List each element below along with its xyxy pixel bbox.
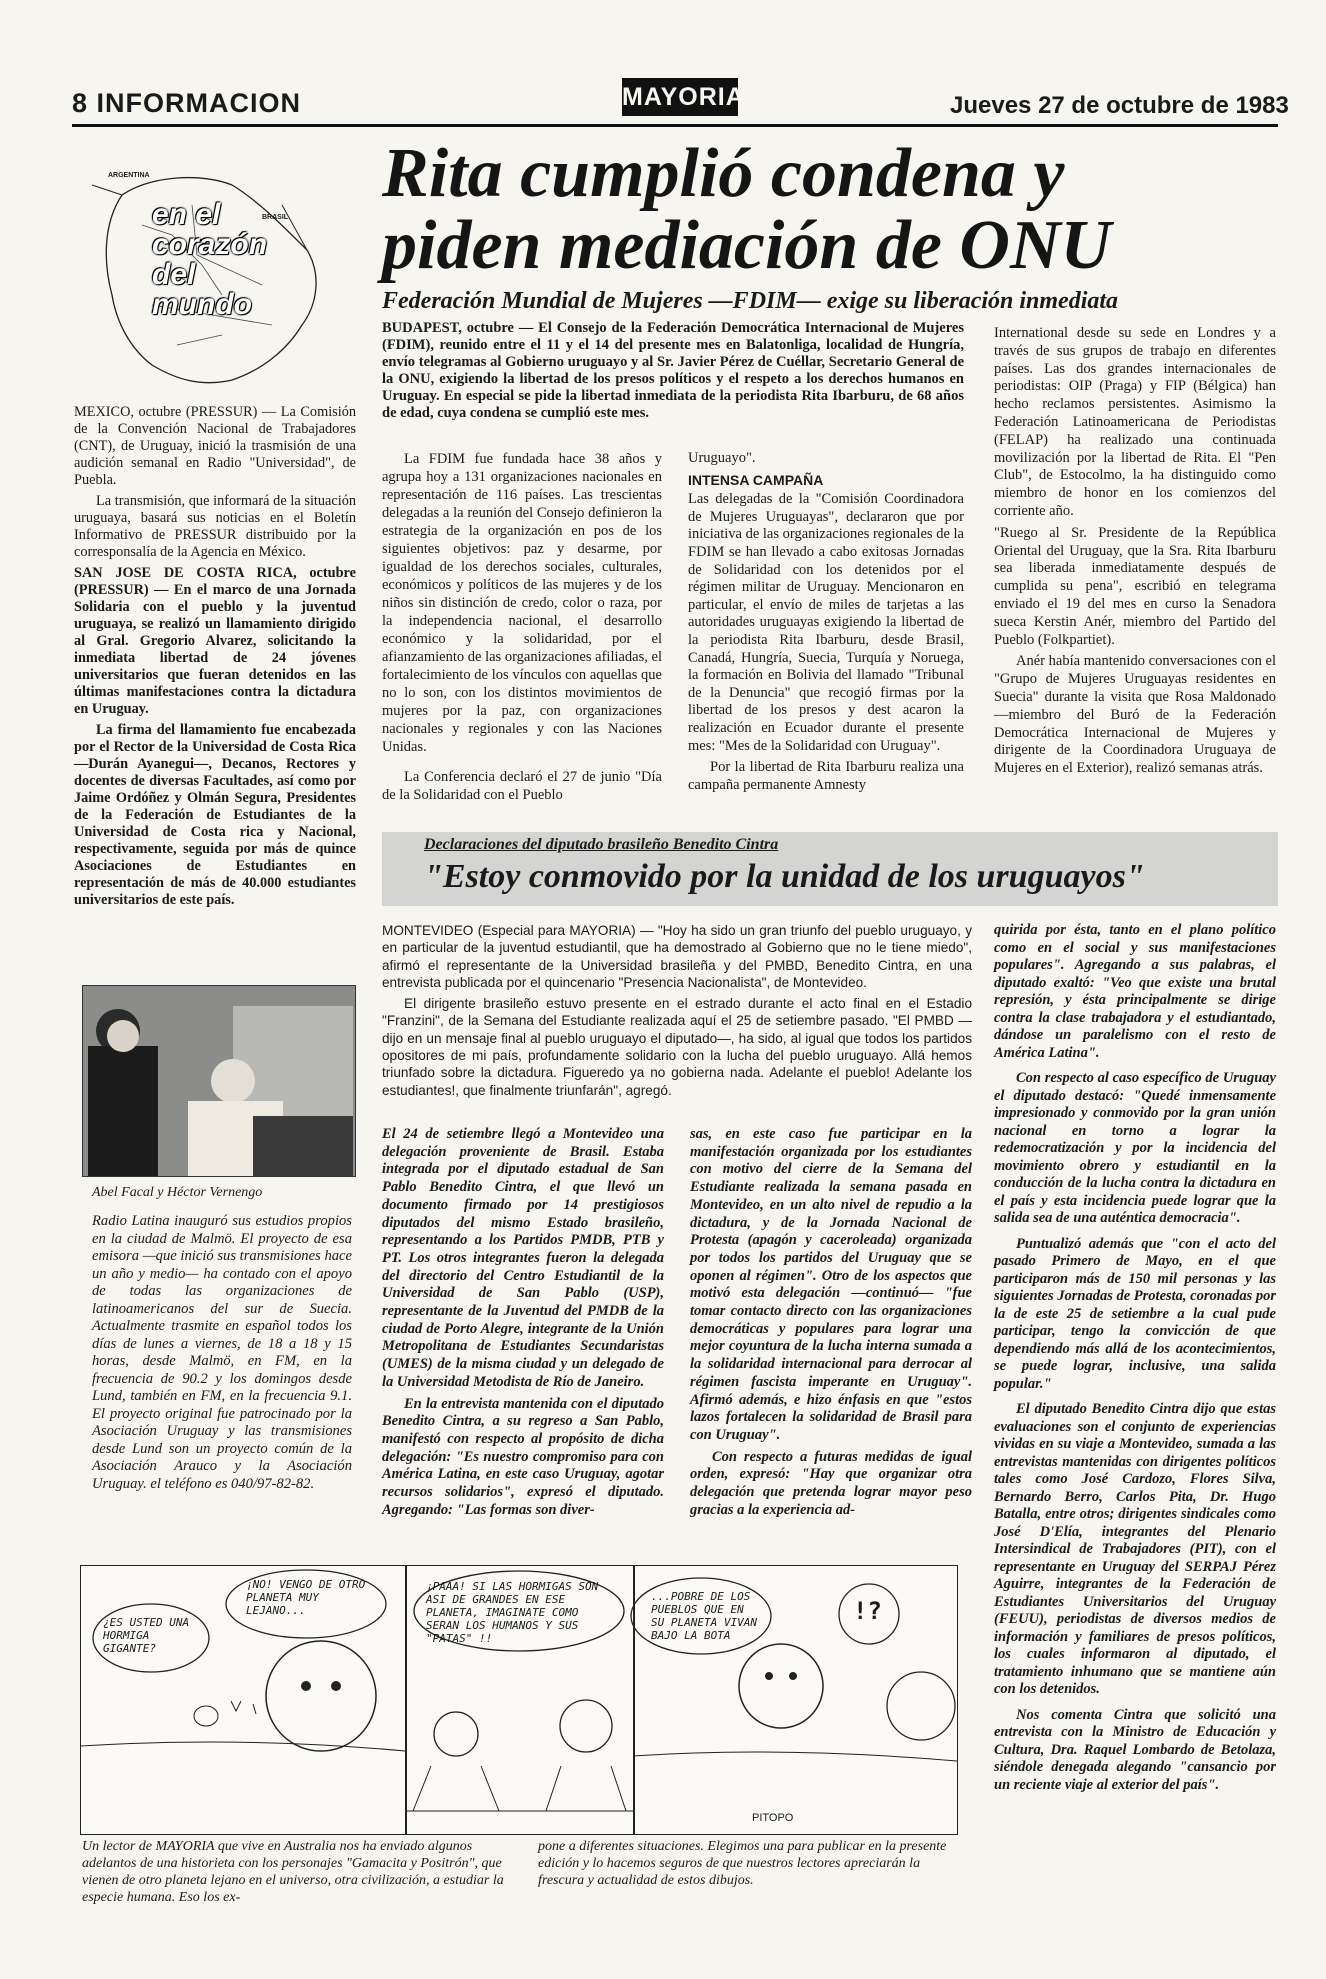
cintra-lead-p1: MONTEVIDEO (Especial para MAYORIA) — "Hoy ha sido un gran triunfo del pueblo uruguayo, y en particular de la juventud estudiantil, que ha demostrado al Gobierno que no le tiene miedo", afirmó el representante de la Universidad brasileña y del PMBD, Benedito Cintra, en una entrevista publicada por el quincenario "Presencia Nacionalista", de Montevideo. [382,923,972,990]
comic-bubble-4: ...POBRE DE LOS PUEBLOS QUE EN SU PLANETA VIVAN BAJO LA BOTA [651,1590,757,1642]
cintra-col1-p2: En la entrevista mantenida con el diputado Benedito Cintra, a su regreso a San Pablo, manifestó con respecto al propósito de dicha delegación: "Es nuestro compromiso para con América Latina, en este caso Uruguay, agotar recursos solidarios", expresó el diputado. Agregando: "Las formas son diver- [382,1395,664,1518]
fdim-paragraph: La FDIM fue fundada hace 38 años y agrupa hoy a 131 organizaciones nacionales en representación de 116 países. Las trescientas delegadas a la reunión del Consejo definieron la estrategia de la organización en pos de los siguientes objetivos: paz y desarme, por igualdad de los derechos sociales, culturales, económicos y políticos de las mujeres y de los niños sin distinción de credo, color o raza, por la independencia nacional, el desarrollo económico y la solidaridad, por el afianzamiento de las organizaciones afiliadas, el fortalecimiento de los vínculos con aquellas que no lo son, con los distintos movimientos de mujeres por la paz, con organizaciones nacionales y regionales y con las Naciones Unidas. [382,451,662,755]
comic-caption-left: Un lector de MAYORIA que vive en Australia nos ha enviado algunos adelantos de una historieta con los personajes "Gamacita y Positrón", que vienen de otro planeta lejano en el universo, otra civilización, a estudiar la especie humana. Eso los ex- [82,1839,504,1905]
cintra-col-1 [382,1126,664,1523]
cintra-col-2 [690,1126,972,1523]
cintra-col2-p2: Con respecto a futuras medidas de igual orden, expresó: "Hay que organizar otra delegación que pretenda lograr mayor peso gracias a la experiencia ad- [690,1448,972,1518]
campaign-paragraph: Las delegadas de la "Comisión Coordinadora de Mujeres Uruguayas", declararon que por iniciativa de las organizaciones regionales de la FDIM se han llevado a cabo exitosas Jornadas de Solidaridad con los detenidos por el régimen militar de Uruguay. Mencionaron en particular, el envío de miles de tarjetas a las autoridades uruguayas exigiendo la libertad de la periodista Rita Ibarburu, desde Brasil, Canadá, Hungría, Suecia, Turquía y Noruega, la formación en Bolivia del llamado "Tribunal de la Denuncia" que recogió firmas por la libertad de los presos y dest acaron la realización en Ecuador durante el presente mes: "Mes de la Solidaridad con Uruguay". [688,491,964,754]
cintra-col1-p1: El 24 de setiembre llegó a Montevideo una delegación proveniente de Brasil. Estaba integrada por el diputado estadual de San Pablo Benedito Cintra, el que llevó un documento firmado por 14 prestigiosos diputados del mismo Estado brasileño, representando a los Partidos PMDB, PTB y PT. Los otros integrantes fueron la delegada del directorio del Centro Estudiantil de la Universidad de San Pablo (USP), representante de la Juventud del PMDB de la ciudad de Porto Alegre, integrante de la Unión Metropolitana de Estudiantes Secundaristas (UMES) de la misma ciudad y un delegado de la Universidad Metodista de Río de Janeiro. [382,1126,664,1390]
cintra-col3-p4: El diputado Benedito Cintra dijo que estas evaluaciones son el conjunto de experiencias vividas en su viaje a Montevideo, sumada a las entrevistas mantenidas con dirigentes políticos tales como José Cardozo, Flores Silva, Bernardo Berro, Carlos Pita, Dr. Hugo Batalla, entre otros; dirigentes sindicales como José D'Elía, integrantes del Plenario Intersindical de Trabajadores (PIT), con el representante en Uruguay del SERPAJ Pérez Aguirre, integrantes de la Federación de Estudiantes Universitarios del Uruguay (FEUU), periodistas de diversos medios de información y familiares de presos políticos, los cuales informaron al diputado, el tratamiento inhumano que se mantiene aún con los detenidos. [994,1401,1276,1697]
comic-bubble-5: !? [853,1597,882,1625]
photo-caption-names: Abel Facal y Héctor Vernengo [92,1185,263,1200]
photo-caption [92,1185,352,1493]
cintra-col3-p3: Puntualizó además que "con el acto del pasado Primero de Mayo, en el que participaron más de 150 mil personas y las siguientes Jornadas de Protesta, coronadas por la de este 25 de setiembre a la cual pude participar, tengo la convicción de que dependiendo más allá de los acontecimientos, se puede lograr, inclusive, una salida popular." [994,1235,1276,1392]
mexico-brief-2: La transmisión, que informará de la situación uruguaya, basará sus noticias en el Boletín Informativo de PRESSUR distribuido por la corresponsalía de la Agencia en México. [74,493,356,560]
cintra-headline: "Estoy conmovido por la unidad de los uruguayos" [424,858,1145,895]
cintra-col3-p5: Nos comenta Cintra que solicitó una entrevista con la Ministro de Educación y Cultura, Dra. Raquel Lombardo de Betolaza, siéndole denegada alegando "cansancio por un reciente viaje al exterior del país". [994,1706,1276,1793]
costa-rica-brief-2: La firma del llamamiento fue encabezada por el Rector de la Universidad de Costa Rica —Durán Ayanegui—, Decanos, Rectores y docentes de diversas Facultades, así como por Jaime Ordóñez y Olmán Segura, Presidentes de la Federación de Estudiantes de la Universidad de Costa rica y Nacional, respectivamente, seguida por más de quince Asociaciones de Estudiantes en representación de más de 40.000 estudiantes universitarios de este país. [74,722,356,908]
main-headline [382,135,1282,284]
conference-paragraph: La Conferencia declaró el 27 de junio "Día de la Solidaridad con el Pueblo [382,769,662,803]
cintra-kicker: Declaraciones del diputado brasileño Benedito Cintra [424,836,779,853]
campaign-subheading: INTENSA CAMPAÑA [688,471,824,488]
header-rule [72,124,1278,127]
issue-date: Jueves 27 de octubre de 1983 [950,92,1289,119]
comic-bubble-3: ¡PAAA! SI LAS HORMIGAS SON ASI DE GRANDES EN ESE PLANETA, IMAGINATE COMO SERAN LOS HUMANOS Y SUS "PATAS" !! [426,1580,599,1645]
cintra-col3-p2: Con respecto al caso específico de Uruguay el diputado destacó: "Quedé inmensamente impresionado y conmovido por la gran unión nacional en torno a lograr la redemocratización y por la incidencia del movimiento obrero y estudiantil en la conducción de la lucha contra la dictadura en el país y esta incidencia puede lograr que la salida sea de una auténtica democracia". [994,1070,1276,1226]
uruguayo-continuation: Uruguayo". [688,450,756,466]
comic-bubble-2: ¡NO! VENGO DE OTRO PLANETA MUY LEJANO... [246,1578,366,1617]
rita-article-col-2 [688,450,964,798]
headline-subtitle: Federación Mundial de Mujeres —FDIM— exige su liberación inmediata [382,288,1119,314]
senator-paragraph: "Ruego al Sr. Presidente de la República Oriental del Uruguay, que la Sra. Rita Ibarburu sea liberada inmediatamente después de cumplida su pena", escribió en telegrama enviado el 19 del mes en curso la Senadora sueca Kerstin Anér, miembro del Partido del Pueblo (Folkpartiet). [994,524,1276,648]
cintra-lead [382,922,972,1103]
amnesty-paragraph: Por la libertad de Rita Ibarburu realiza una campaña permanente Amnesty [688,759,964,793]
rita-article-col-1 [382,450,662,808]
map-label-argentina: ARGENTINA [108,172,150,179]
aner-paragraph: Anér había mantenido conversaciones con el "Grupo de Mujeres Uruguayas residentes en Suecia" durante la visita que Rosa Maldonado —miembro del Buró de la Federación Democrática Internacional de Mujeres y dirigente de la Coordinadora Uruguaya de Mujeres en el Exterior), realizó semanas atrás. [994,653,1276,777]
cintra-col-3 [994,922,1276,1798]
section-header: 8 INFORMACION [72,88,301,118]
cintra-lead-p2: El dirigente brasileño estuvo presente en el estrado durante el acto final en el Estadio "Franzini", de la Semana del Estudiante realizada aquí el 25 de setiembre pasado. "El PMBD —dijo en un mensaje final al pueblo uruguayo el diputado—, ha sido, al igual que todos los partidos opositores de mi país, profundamente solidario con la lucha del pueblo uruguayo. Allá hemos triunfado sobre la dictadura. Figueredo ya no gobierna nada. Adelante el pueblo! Adelante los estudiantes!, que finalmente triunfarán", agregó. [382,996,972,1098]
radio-studio-photo [82,985,356,1177]
comic-strip [80,1565,958,1835]
headline-line-2: piden mediación de ONU [382,207,1112,284]
cintra-col2-p1: sas, en este caso fue participar en la manifestación organizada por los estudiantes con motivo del cierre de la Semana del Estudiante realizada la semana pasada en Montevideo, en un alto nivel de repudio a la dictadura, y de la Jornada Nacional de Protesta (apagón y caceroleada) organizada por todos los partidos del Uruguay que se oponen al régimen". Otro de los aspectos que motivó esta delegación —continuó— "fue tomar contacto directo con las organizaciones democráticas y populares para lograr una mejor coyuntura de la lucha interna sumada a la solidaridad internacional para derrocar al régimen fascista imperante en Uruguay". Afirmó además, e hizo énfasis en que "estos lazos fortalecen la solidaridad de Brasil para con Uruguay". [690,1126,972,1443]
comic-bubble-1: ¿ES USTED UNA HORMIGA GIGANTE? [103,1616,190,1655]
comic-signature: PITOPO [752,1812,794,1824]
mexico-brief: MEXICO, octubre (PRESSUR) — La Comisión de la Convención Nacional de Trabajadores (CNT), de Uruguay, inició la trasmisión de una audición semanal en Radio "Universidad", de Puebla. [74,404,356,488]
rita-article-col-3 [994,325,1276,782]
comic-caption-right: pone a diferentes situaciones. Elegimos una para publicar en la presente edición y lo hacemos seguros de que nuestros lectores apreciarán la frescura y actualidad de estos dibujos. [538,1839,947,1888]
map-title: en el corazón del mundo [152,198,268,321]
headline-line-1: Rita cumplió condena y [382,135,1065,212]
left-column-news [74,404,356,913]
map-label-brasil: BRASIL [262,214,289,221]
cintra-col3-p1: quirida por ésta, tanto en el plano político como en el social y sus manifestaciones populares". Agregando a sus palabras, el diputado exaltó: "Veo que existe una brutal represión, y ésta principalmente se dirige contra la clase trabajadora y el estudiantado, dándose un paralelismo con el resto de América Latina". [994,922,1276,1061]
newspaper-logo: MAYORIA [622,78,738,116]
costa-rica-brief: SAN JOSE DE COSTA RICA, octubre (PRESSUR) — En el marco de una Jornada Solidaria con el pueblo y la juventud uruguaya, se realizó un llamamiento dirigido al Gral. Gregorio Alvarez, solicitando la inmediata libertad de 24 jóvenes universitarios que fueran detenidos en las últimas manifestaciones contra la dictadura en Uruguay. [74,565,356,717]
rita-article-lead: BUDAPEST, octubre — El Consejo de la Federación Democrática Internacional de Mujeres (FDIM), reunido entre el 11 y el 14 del presente mes en Balatonliga, localidad de Hungría, envío telegramas al Gobierno uruguayo y al Sr. Javier Pérez de Cuéllar, Secretario General de la ONU, exigiendo la libertad de los presos políticos y el respeto a los derechos humanos en Uruguay. En especial se pide la libertad inmediata de la periodista Rita Ibarburu, de 68 años de edad, cuya condena se cumplió este mes. [382,320,964,421]
radio-latina-text: Radio Latina inauguró sus estudios propios en la ciudad de Malmö. El proyecto de esa emisora —que inició sus transmisiones hace un año y medio— ha contado con el apoyo de todas las organizaciones de latinoamericanos del sur de Suecia. Actualmente trasmite en español todos los días de lunes a viernes, de 18 a 18 y 15 horas, desde Malmö, en FM, en la frecuencia de 90.2 y los domingos desde Lund, también en FM, en la frecuencia 9.1. El proyecto original fue patrocinado por la Asociación Uruguay y las transmisiones desde Lund son un proyecto común de la Asociación Arauco y la Asociación Uruguay. el teléfono es 040/97-82-82. [92,1213,352,1492]
international-paragraph: International desde su sede en Londres y a través de sus grupos de trabajo en diferentes países. Las dos grandes internacionales de periodistas: OIP (Praga) y FIP (Bélgica) han hecho reclamos persistentes. Asimismo la Federación Latinoamericana de Periodistas (FELAP) ha realizado una continuada movilización por la libertad de Rita. El "Pen Club", de Estocolmo, la ha distinguido como miembro de honor en los comienzos del corriente año. [994,325,1276,519]
